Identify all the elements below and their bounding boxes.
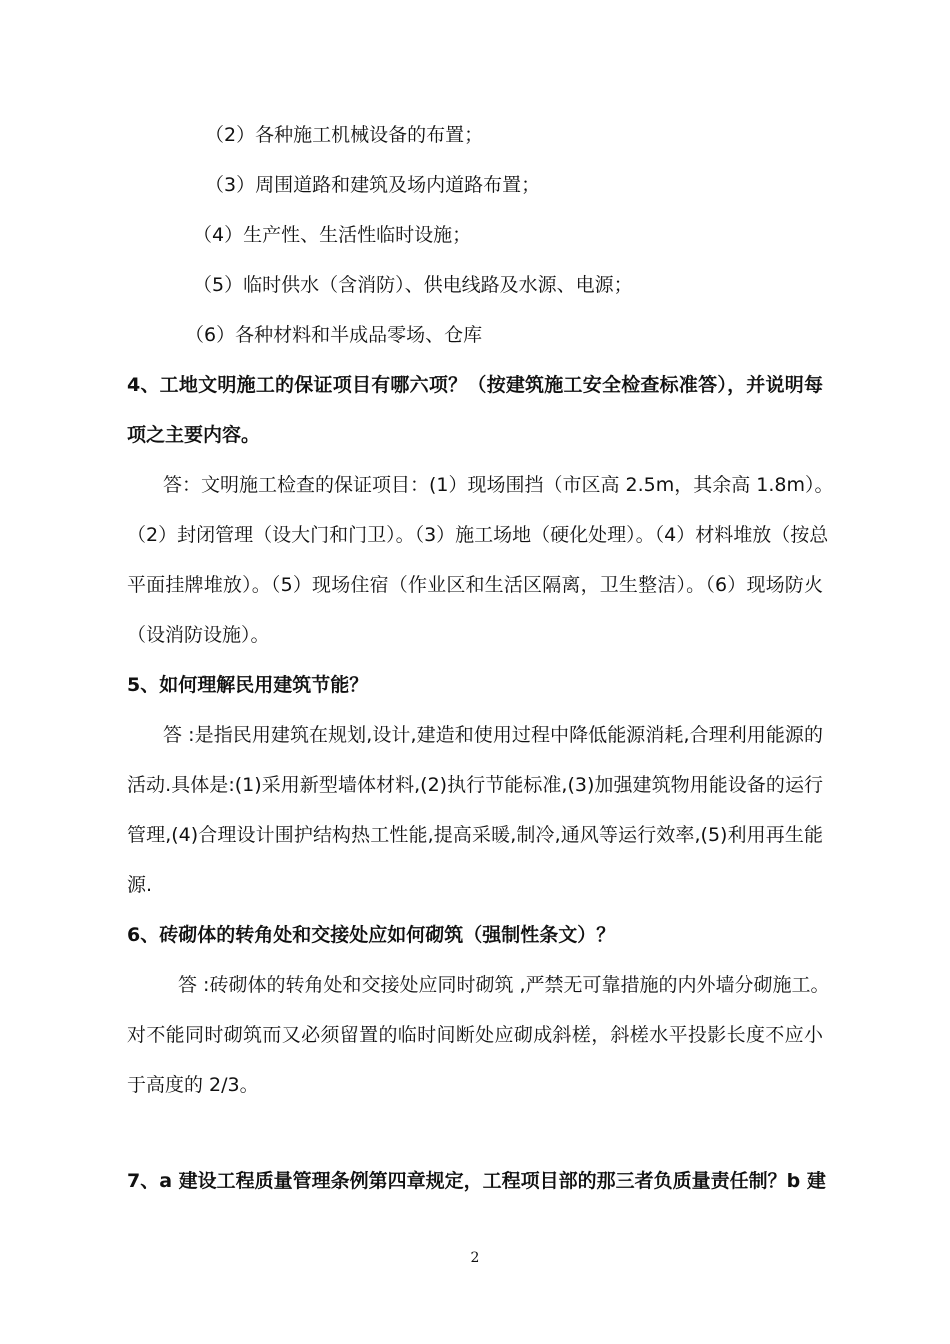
question-5-title: 5、如何理解民用建筑节能？ [127,674,369,696]
list-item-6: （6）各种材料和半成品零场、仓库 [185,324,483,346]
answer-6-line1: 答 :砖砌体的转角处和交接处应同时砌筑 ,严禁无可靠措施的内外墙分砌施工。 [178,974,830,996]
question-4-title-line2: 项之主要内容。 [127,424,261,446]
answer-4-line1: 答：文明施工检查的保证项目：(1）现场围挡（市区高 2.5m，其余高 1.8m）。 [163,474,834,496]
question-6-title: 6、砖砌体的转角处和交接处应如何砌筑（强制性条文）？ [127,924,616,946]
list-item-2: （2）各种施工机械设备的布置； [205,124,484,146]
answer-4-line2: （2）封闭管理（设大门和门卫）。（3）施工场地（硬化处理）。（4）材料堆放（按总 [127,524,829,546]
answer-5-line2: 活动.具体是:(1)采用新型墙体材料,(2)执行节能标准,(3)加强建筑物用能设备的运行 [127,774,823,796]
answer-6-line2: 对不能同时砌筑而又必须留置的临时间断处应砌成斜槎，斜槎水平投影长度不应小 [127,1024,823,1046]
answer-5-line1: 答 :是指民用建筑在规划,设计,建造和使用过程中降低能源消耗,合理利用能源的 [163,724,823,746]
question-7-title: 7、a 建设工程质量管理条例第四章规定，工程项目部的那三者负质量责任制？b 建 [127,1170,826,1192]
answer-4-line4: （设消防设施）。 [127,624,270,646]
list-item-5: （5）临时供水（含消防）、供电线路及水源、电源； [193,274,633,296]
question-4-title-line1: 4、工地文明施工的保证项目有哪六项？（按建筑施工安全检查标准答），并说明每 [127,374,823,396]
answer-5-line4: 源. [127,874,153,896]
page-number: 2 [470,1250,480,1266]
list-item-3: （3）周围道路和建筑及场内道路布置； [205,174,541,196]
answer-5-line3: 管理,(4)合理设计围护结构热工性能,提高采暖,制冷,通风等运行效率,(5)利用再生能 [127,824,823,846]
list-item-4: （4）生产性、生活性临时设施； [193,224,472,246]
answer-4-line3: 平面挂牌堆放）。（5）现场住宿（作业区和生活区隔离，卫生整洁）。（6）现场防火 [127,574,823,596]
answer-6-line3: 于高度的 2/3。 [127,1074,259,1096]
